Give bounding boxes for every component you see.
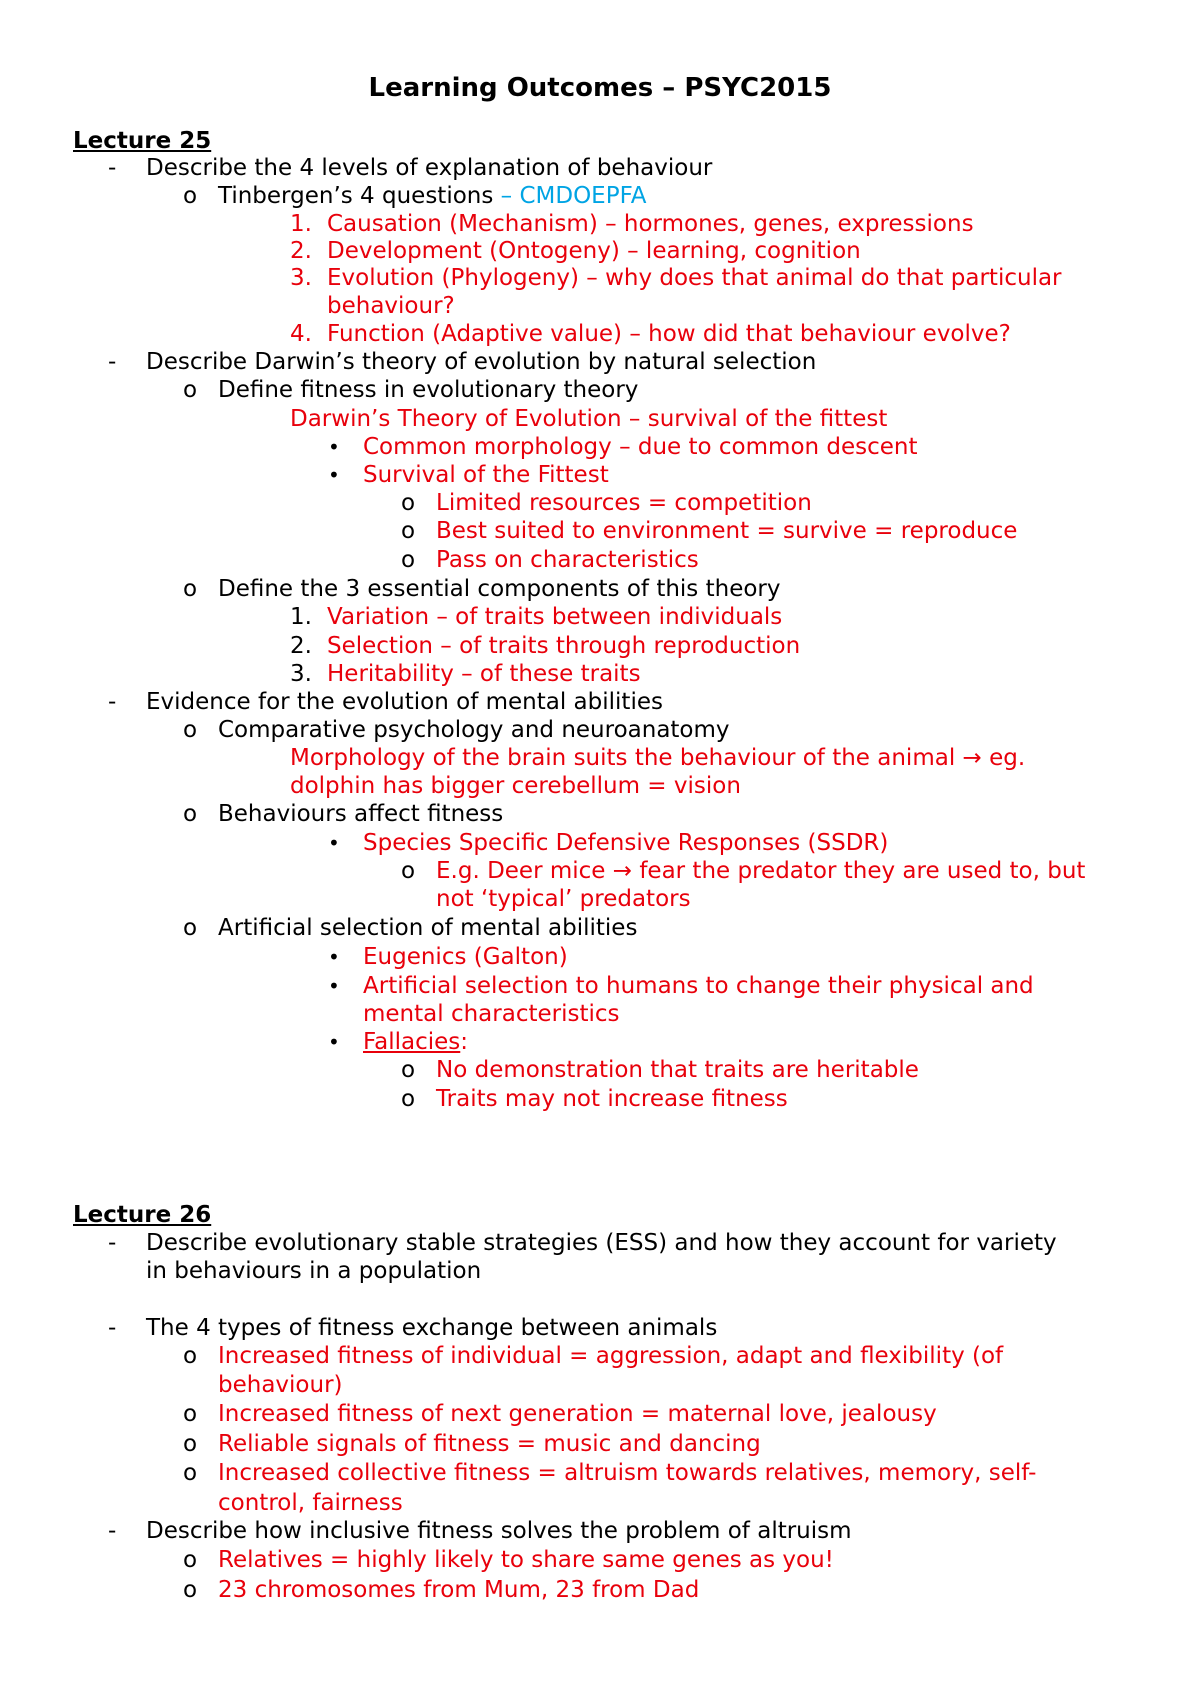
component-selection: Selection – of traits through reproduction xyxy=(327,633,801,659)
circle-marker: o xyxy=(183,576,198,602)
bullet-marker: • xyxy=(328,945,340,969)
circle-marker: o xyxy=(183,1547,198,1573)
dash-marker: - xyxy=(108,155,117,181)
outcome-inclusive-fitness: Describe how inclusive fitness solves the problem of altruism xyxy=(146,1518,852,1544)
question-causation: Causation (Mechanism) – hormones, genes, expressions xyxy=(327,211,974,237)
page-title: Learning Outcomes – PSYC2015 xyxy=(368,73,832,103)
circle-marker: o xyxy=(183,1460,198,1486)
collective-fitness-cont: control, fairness xyxy=(218,1490,403,1516)
fallacies-label: Fallacies xyxy=(363,1029,461,1055)
outcome-darwin: Describe Darwin’s theory of evolution by natural selection xyxy=(146,349,817,375)
mnemonic: – CMDOEPFA xyxy=(493,183,647,209)
question-development: Development (Ontogeny) – learning, cognition xyxy=(327,238,861,264)
number-marker: 2. xyxy=(290,633,312,659)
bullet-marker: • xyxy=(328,1030,340,1054)
circle-marker: o xyxy=(183,1431,198,1457)
dash-marker: - xyxy=(108,1230,117,1256)
outcome-ess-cont: in behaviours in a population xyxy=(146,1258,482,1284)
survival-fittest: Survival of the Fittest xyxy=(363,462,609,488)
dash-marker: - xyxy=(108,689,117,715)
question-function: Function (Adaptive value) – how did that behaviour evolve? xyxy=(327,321,1011,347)
outcome-fitness-exchange: The 4 types of fitness exchange between animals xyxy=(146,1315,718,1341)
number-marker: 2. xyxy=(290,238,312,264)
dash-marker: - xyxy=(108,1518,117,1544)
circle-marker: o xyxy=(183,1401,198,1427)
circle-marker: o xyxy=(401,490,416,516)
question-evolution-cont: behaviour? xyxy=(327,293,455,319)
dash-marker: - xyxy=(108,349,117,375)
tinbergen-questions xyxy=(218,182,646,210)
fitness-next-generation: Increased fitness of next generation = maternal love, jealousy xyxy=(218,1401,937,1427)
define-fitness: Define fitness in evolutionary theory xyxy=(218,377,639,403)
circle-marker: o xyxy=(401,858,416,884)
fallacies-colon: : xyxy=(460,1029,469,1055)
common-morphology: Common morphology – due to common descent xyxy=(363,434,918,460)
circle-marker: o xyxy=(183,1343,198,1369)
fallacies xyxy=(363,1028,468,1056)
bullet-marker: • xyxy=(328,463,340,487)
component-heritability: Heritability – of these traits xyxy=(327,661,641,687)
number-marker: 4. xyxy=(290,321,312,347)
dash-marker: - xyxy=(108,1315,117,1341)
artificial-humans: Artificial selection to humans to change their physical and xyxy=(363,973,1034,999)
behaviours-fitness: Behaviours affect fitness xyxy=(218,801,504,827)
fitness-individual: Increased fitness of individual = aggression, adapt and flexibility (of xyxy=(218,1343,1004,1369)
best-suited: Best suited to environment = survive = reproduce xyxy=(436,518,1018,544)
circle-marker: o xyxy=(183,1577,198,1603)
tinbergen-label: Tinbergen’s 4 questions xyxy=(218,183,494,209)
comparative-psychology: Comparative psychology and neuroanatomy xyxy=(218,717,730,743)
deer-mice-example-cont: not ‘typical’ predators xyxy=(436,886,691,912)
question-evolution: Evolution (Phylogeny) – why does that animal do that particular xyxy=(327,265,1062,291)
artificial-selection: Artificial selection of mental abilities xyxy=(218,915,638,941)
number-marker: 1. xyxy=(290,211,312,237)
circle-marker: o xyxy=(183,377,198,403)
limited-resources: Limited resources = competition xyxy=(436,490,812,516)
fitness-individual-cont: behaviour) xyxy=(218,1372,343,1398)
morphology-note-cont: dolphin has bigger cerebellum = vision xyxy=(290,773,741,799)
outcome-evidence: Evidence for the evolution of mental abilities xyxy=(146,689,663,715)
artificial-humans-cont: mental characteristics xyxy=(363,1001,620,1027)
relatives-genes: Relatives = highly likely to share same genes as you! xyxy=(218,1547,834,1573)
circle-marker: o xyxy=(183,183,198,209)
outcome-levels: Describe the 4 levels of explanation of behaviour xyxy=(146,155,713,181)
collective-fitness: Increased collective fitness = altruism towards relatives, memory, self- xyxy=(218,1460,1037,1486)
fallacy-fitness: Traits may not increase fitness xyxy=(436,1086,788,1112)
chromosomes: 23 chromosomes from Mum, 23 from Dad xyxy=(218,1577,700,1603)
circle-marker: o xyxy=(183,801,198,827)
eugenics: Eugenics (Galton) xyxy=(363,944,568,970)
morphology-note: Morphology of the brain suits the behaviour of the animal → eg. xyxy=(290,745,1026,771)
circle-marker: o xyxy=(183,915,198,941)
component-variation: Variation – of traits between individuals xyxy=(327,604,783,630)
circle-marker: o xyxy=(401,547,416,573)
fallacy-heritable: No demonstration that traits are heritable xyxy=(436,1057,919,1083)
outcome-ess: Describe evolutionary stable strategies (ESS) and how they account for variety xyxy=(146,1230,1057,1256)
circle-marker: o xyxy=(401,518,416,544)
define-components: Define the 3 essential components of this theory xyxy=(218,576,781,602)
pass-on: Pass on characteristics xyxy=(436,547,699,573)
circle-marker: o xyxy=(183,717,198,743)
number-marker: 3. xyxy=(290,661,312,687)
bullet-marker: • xyxy=(328,831,340,855)
reliable-signals: Reliable signals of fitness = music and dancing xyxy=(218,1431,761,1457)
ssdr: Species Specific Defensive Responses (SSDR) xyxy=(363,830,889,856)
darwin-theory-note: Darwin’s Theory of Evolution – survival of the fittest xyxy=(290,406,888,432)
circle-marker: o xyxy=(401,1057,416,1083)
number-marker: 1. xyxy=(290,604,312,630)
lecture-25-heading: Lecture 25 xyxy=(73,128,212,154)
lecture-26-heading: Lecture 26 xyxy=(73,1202,212,1228)
number-marker: 3. xyxy=(290,265,312,291)
deer-mice-example: E.g. Deer mice → fear the predator they are used to, but xyxy=(436,858,1086,884)
circle-marker: o xyxy=(401,1086,416,1112)
bullet-marker: • xyxy=(328,435,340,459)
bullet-marker: • xyxy=(328,974,340,998)
